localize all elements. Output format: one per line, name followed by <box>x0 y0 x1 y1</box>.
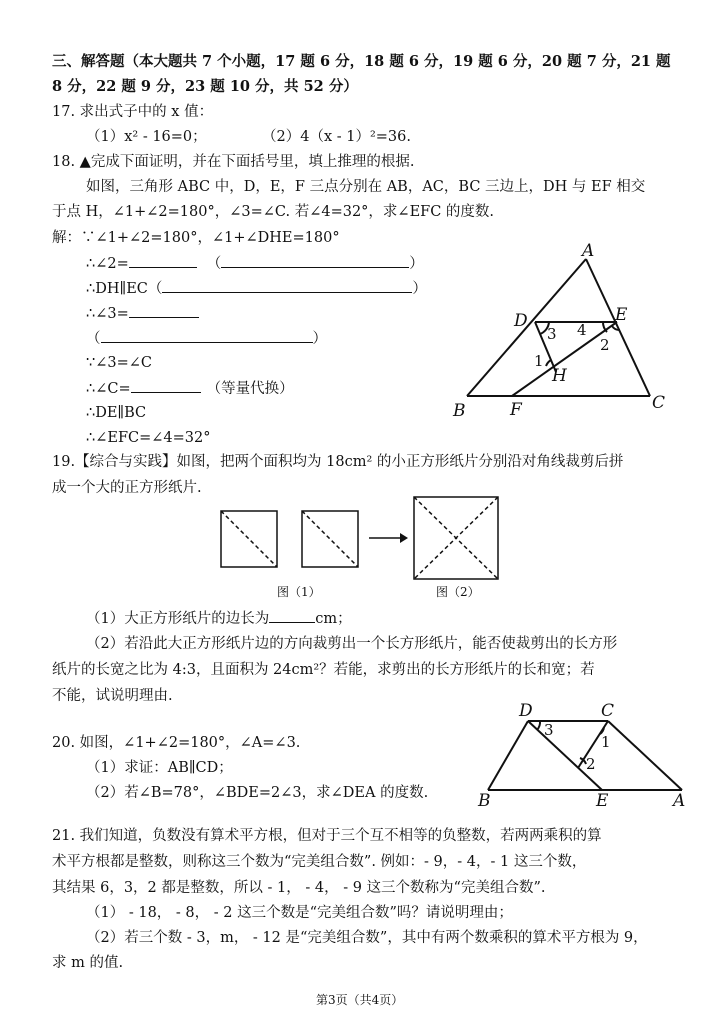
q20-angle-label-2: 2 <box>586 755 596 773</box>
q18-step3-text: ∴DH∥EC（ <box>86 281 163 297</box>
q18-label-F: F <box>510 400 522 420</box>
q21-part1: （1） - 18， - 8， - 2 这三个数是“完美组合数”吗？请说明理由； <box>86 905 513 921</box>
q19-fig1-caption: 图（1） <box>277 585 321 599</box>
q18-stem: 18. ▲完成下面证明，并在下面括号里，填上推理的根据. <box>52 154 415 170</box>
q18-step7-text: ∴∠C= <box>86 381 131 397</box>
q21-line2: 术平方根都是整数，则称这三个数为“完美组合数”. 例如：- 9，- 4，- 1 这三个数， <box>52 854 587 870</box>
q20-segment-CA <box>608 721 682 790</box>
q19-line2: 成一个大的正方形纸片. <box>52 480 202 496</box>
q18-close-paren: ） <box>409 256 424 272</box>
q20-label-B: B <box>478 791 491 811</box>
q18-angle-label-1: 1 <box>534 352 544 370</box>
q18-close-paren: ） <box>312 331 327 347</box>
page-footer: 第3页（共4页） <box>316 993 404 1007</box>
q17-part2: （2）4（x - 1）²=36. <box>262 129 411 145</box>
q21-line1: 21. 我们知道，负数没有算术平方根，但对于三个互不相等的负整数，若两两乘积的算 <box>52 828 602 844</box>
q21-line3: 其结果 6，3，2 都是整数，所以 - 1， - 4， - 9 这三个数称为“完美组合数”. <box>52 880 546 896</box>
q20-segment-DB <box>488 721 528 790</box>
q20-angle-label-1: 1 <box>601 733 611 751</box>
q18-label-D: D <box>514 311 528 331</box>
q18-angle-label-4: 4 <box>577 321 587 339</box>
q20-label-C: C <box>601 701 615 721</box>
q20-angle3-arc <box>537 721 540 730</box>
q19-part1-text: （1）大正方形纸片的边长为 <box>86 611 270 627</box>
q18-close-paren: ） <box>412 281 427 297</box>
q18-label-A: A <box>582 241 595 261</box>
q18-label-B: B <box>453 401 466 421</box>
q18-label-C: C <box>652 393 666 413</box>
q19-part1-unit: cm； <box>315 611 352 627</box>
q18-step2-text: ∴∠2= <box>86 256 129 272</box>
q20-part1: （1）求证：AB∥CD； <box>86 760 233 776</box>
q18-step9: ∴∠EFC=∠4=32° <box>86 430 211 446</box>
q18-step6: ∵∠3=∠C <box>86 355 152 371</box>
q19-part2-line2: 纸片的长宽之比为 4:3，且面积为 24cm²？若能，求剪出的长方形纸片的长和宽；若 <box>52 662 595 678</box>
q20-stem: 20. 如图，∠1+∠2=180°，∠A=∠3. <box>52 735 301 751</box>
q17-stem: 17. 求出式子中的 x 值： <box>52 104 214 120</box>
q18-line1: 如图，三角形 ABC 中，D，E，F 三点分别在 AB，AC，BC 三边上，DH 与 EF 相交 <box>86 179 646 195</box>
q17-part1: （1）x² - 16=0； <box>86 129 207 145</box>
q20-label-D: D <box>519 701 533 721</box>
q19-part2-line3: 不能，试说明理由. <box>52 688 173 704</box>
q20-label-E: E <box>596 791 609 811</box>
q18-line2: 于点 H，∠1+∠2=180°，∠3=∠C. 若∠4=32°，求∠EFC 的度数. <box>52 204 495 220</box>
q18-angle-label-3: 3 <box>547 325 557 343</box>
q20-part2: （2）若∠B=78°，∠BDE=2∠3，求∠DEA 的度数. <box>86 785 429 801</box>
q20-angle-label-3: 3 <box>544 721 554 739</box>
q18-label-H: H <box>552 366 567 386</box>
q18-step8: ∴DE∥BC <box>86 405 147 421</box>
q19-fig2-caption: 图（2） <box>436 585 480 599</box>
q19-line1: 19.【综合与实践】如图，把两个面积均为 18cm² 的小正方形纸片分别沿对角线裁剪后拼 <box>52 454 624 470</box>
section-header-line1: 三、解答题（本大题共 7 个小题，17 题 6 分，18 题 6 分，19 题 6 分，20 题 7 分，21 题 <box>52 53 671 70</box>
q21-part2-line2: 求 m 的值. <box>52 955 124 971</box>
q18-step2: ∴∠2= （ ） <box>86 253 424 274</box>
q18-label-E: E <box>615 305 628 325</box>
section-header-line2: 8 分，22 题 9 分，23 题 10 分，共 52 分） <box>52 78 358 95</box>
q20-label-A: A <box>673 791 686 811</box>
q18-step1: 解：∵∠1+∠2=180°，∠1+∠DHE=180° <box>52 230 340 246</box>
q18-step4-text: ∴∠3= <box>86 306 129 322</box>
q18-angle-label-2: 2 <box>600 336 610 354</box>
q18-step5-text: （ <box>86 331 101 347</box>
q18-step7-reason: （等量代换） <box>206 381 294 397</box>
q19-part2-line1: （2）若沿此大正方形纸片边的方向裁剪出一个长方形纸片，能否使裁剪出的长方形 <box>86 636 618 652</box>
q21-part2-line1: （2）若三个数 - 3，m， - 12 是“完美组合数”，其中有两个数乘积的算术平方根为 9， <box>86 930 648 946</box>
